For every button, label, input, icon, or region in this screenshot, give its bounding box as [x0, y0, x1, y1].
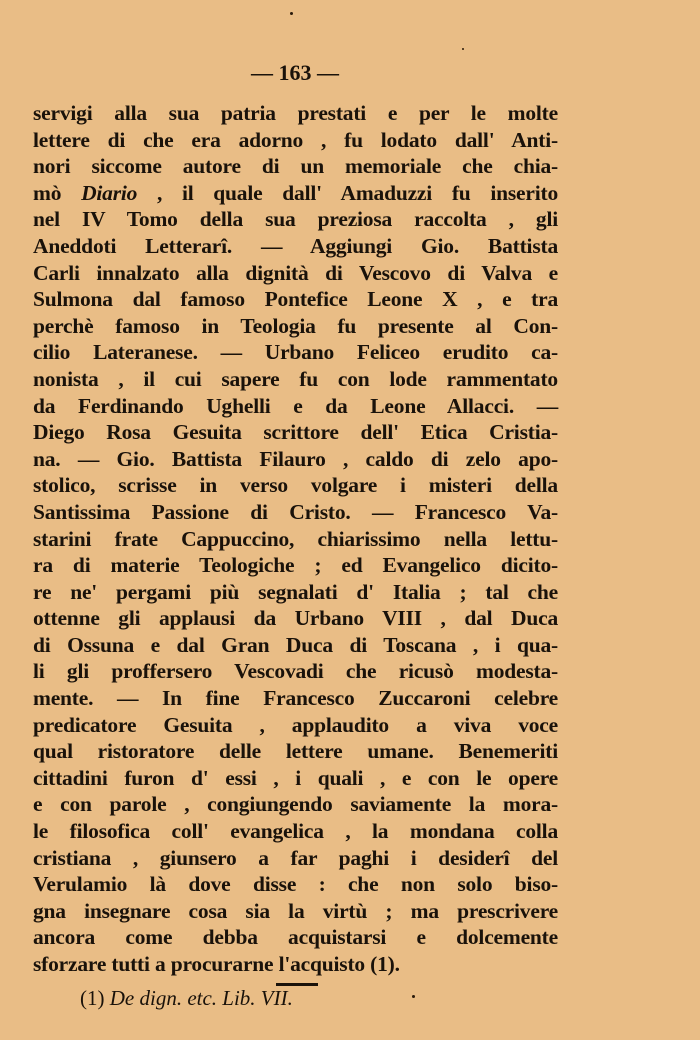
text-line: lettere di che era adorno , fu lodato dall' Anti-: [33, 127, 558, 152]
text-line: ottenne gli applausi da Urbano VIII , dal Duca: [33, 606, 558, 631]
scan-speck: [412, 995, 415, 998]
text-line: qual ristoratore delle lettere umane. Benemeriti: [33, 739, 558, 764]
text-line: da Ferdinando Ughelli e da Leone Allacci. —: [33, 393, 558, 418]
scan-speck: [462, 48, 464, 50]
text-line: stolico, scrisse in verso volgare i misteri della: [33, 473, 558, 498]
scan-speck: [290, 12, 293, 15]
text-line: re ne' pergami più segnalati d' Italia ; tal che: [33, 579, 558, 604]
text-line: cittadini furon d' essi , i quali , e con le opere: [33, 765, 558, 790]
text-line: nonista , il cui sapere fu con lode rammentato: [33, 366, 558, 391]
page-number: — 163 —: [251, 60, 339, 85]
text-line: Diego Rosa Gesuita scrittore dell' Etica Cristia-: [33, 420, 558, 445]
text-line: Aneddoti Letterarî. — Aggiungi Gio. Battista: [33, 233, 558, 258]
text-line: mò Diario , il quale dall' Amaduzzi fu inserito: [33, 180, 559, 205]
text-line: gna insegnare cosa sia la virtù ; ma prescrivere: [33, 898, 558, 923]
text-line: servigi alla sua patria prestati e per le molte: [33, 101, 558, 125]
text-line: li gli proffersero Vescovadi che ricusò modesta-: [33, 659, 558, 684]
footnote-marker: (1): [80, 986, 105, 1010]
text-line: nel IV Tomo della sua preziosa raccolta , gli: [33, 207, 558, 232]
text-line: di Ossuna e dal Gran Duca di Toscana , i qua-: [33, 632, 558, 657]
text-line: le filosofica coll' evangelica , la mondana colla: [33, 819, 558, 844]
text-line: Verulamio là dove disse : che non solo biso-: [33, 872, 558, 897]
text-line: Santissima Passione di Cristo. — Francesco Va-: [33, 499, 558, 524]
text-line: perchè famoso in Teologia fu presente al Con-: [33, 313, 558, 338]
text-line: starini frate Cappuccino, chiarissimo nella lettu-: [33, 526, 558, 551]
text-line: ancora come debba acquistarsi e dolcemente: [33, 925, 558, 950]
text-line: nori siccome autore di un memoriale che chia-: [33, 154, 558, 179]
text-line: predicatore Gesuita , applaudito a viva voce: [33, 712, 558, 737]
text-line: Sulmona dal famoso Pontefice Leone X , e tra: [33, 287, 558, 312]
text-line: na. — Gio. Battista Filauro , caldo di zelo apo-: [33, 446, 558, 471]
footnote: [80, 986, 293, 1011]
text-line: ra di materie Teologiche ; ed Evangelico dicito-: [33, 553, 558, 578]
text-line: cristiana , giunsero a far paghi i desiderî del: [33, 845, 558, 870]
text-line: cilio Lateranese. — Urbano Feliceo erudito ca-: [33, 340, 558, 365]
text-line: e con parole , congiungendo saviamente la mora-: [33, 792, 558, 817]
text-line: sforzare tutti a procurarne l'acquisto (1).: [33, 952, 400, 976]
text-line: Carli innalzato alla dignità di Vescovo di Valva e: [33, 260, 558, 285]
footnote-text: De dign. etc. Lib. VII.: [109, 986, 293, 1010]
text-line: mente. — In fine Francesco Zuccaroni celebre: [33, 686, 558, 711]
body-text: [33, 100, 558, 978]
